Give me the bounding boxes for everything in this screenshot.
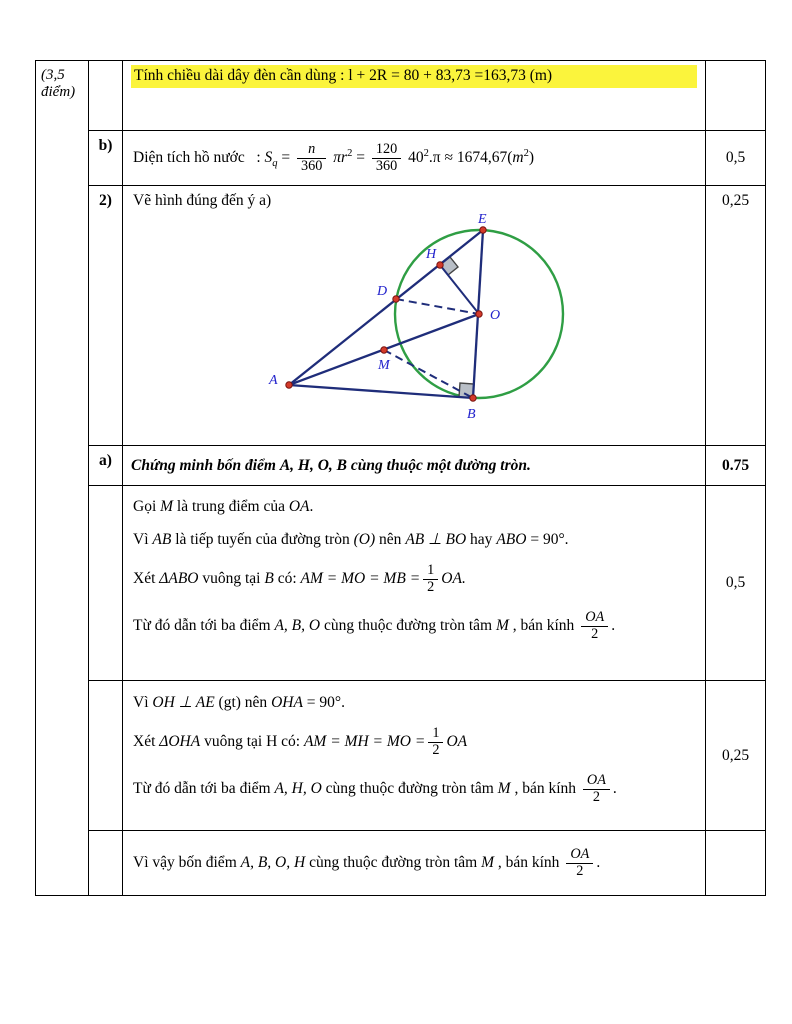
text-frag: Vì [133, 694, 153, 711]
math-frag: ΔABO [159, 570, 199, 588]
cell-score-drawing: 0,25 [706, 186, 766, 446]
point-O [476, 311, 482, 317]
text-frag: Vì vậy bốn điểm [133, 854, 241, 872]
point-D [393, 296, 399, 302]
point-M [381, 347, 387, 353]
item-label-2: 2) [89, 186, 123, 446]
proof-line [133, 530, 697, 549]
label-M: M [378, 358, 390, 373]
segment-MB-dashed [384, 350, 473, 398]
text-frag: nên [375, 531, 406, 548]
cell-score-b: 0,5 [706, 131, 766, 186]
cell-score-r1 [706, 61, 766, 131]
math-frag: AB [152, 531, 172, 548]
proof-line [133, 726, 697, 759]
segment-DO-dashed [396, 299, 479, 314]
fraction [566, 847, 593, 880]
cell-score-proof-1: 0,5 [706, 486, 766, 681]
fraction-denominator: 360 [375, 157, 398, 174]
text-frag: , bán kính [508, 616, 579, 634]
label-H: H [426, 247, 437, 262]
fraction [372, 142, 401, 175]
text-frag: vuông tại [198, 570, 265, 588]
math-frag: S [264, 148, 273, 166]
text-frag: Xét [133, 733, 160, 751]
cell-points [36, 61, 89, 896]
math-sup: 2 [523, 147, 529, 159]
cell-label-r6 [89, 681, 123, 831]
fraction-numerator: 120 [372, 142, 401, 159]
fraction-numerator: 1 [428, 726, 443, 743]
math-frag: ) [528, 148, 535, 166]
math-frag: A, H, O [274, 779, 322, 797]
statement-tail: cùng thuộc một đường tròn. [350, 456, 531, 474]
fraction-denominator: 2 [432, 741, 440, 758]
row-proof-1 [36, 486, 766, 681]
text-frag: cùng thuộc đường tròn tâm [305, 854, 482, 872]
math-frag: A, B, O, H [240, 854, 306, 872]
text-frag: có: [273, 570, 301, 588]
math-frag: 40 [408, 148, 424, 166]
cell-statement-a [123, 446, 706, 486]
cell-label-r1 [89, 61, 123, 131]
rubric-table [35, 60, 766, 896]
text-frag: là tiếp tuyến của đường tròn [171, 531, 354, 548]
text-frag: Diện tích hồ nước : [133, 148, 261, 166]
math-frag: M [497, 779, 511, 797]
text-frag: = 90°. [526, 531, 569, 548]
geometry-figure [251, 212, 651, 428]
fraction [297, 142, 326, 175]
text-frag: là trung điểm của [173, 498, 289, 515]
math-frag: AM = MO = MB = [300, 570, 421, 588]
point-A [286, 382, 292, 388]
label-D: D [377, 284, 388, 299]
segment-HO [440, 265, 479, 314]
cell-content-drawing [123, 186, 706, 446]
fraction [583, 773, 610, 806]
text-frag: Từ đó dẫn tới ba điểm [133, 616, 275, 634]
math-frag: AM = MH = MO = [303, 733, 426, 751]
label-A: A [269, 373, 278, 388]
proof-line [133, 773, 697, 806]
label-O: O [490, 308, 501, 323]
text-frag: Vì [133, 531, 153, 548]
math-frag: .π ≈ 1674,67( [428, 148, 513, 166]
cell-proof-1 [123, 486, 706, 681]
text-frag: Gọi [133, 498, 161, 515]
fraction-denominator: 2 [591, 625, 599, 642]
fraction-denominator: 2 [576, 862, 584, 879]
fraction-numerator: n [297, 142, 326, 159]
math-frag: ABO [496, 531, 527, 548]
text-frag: = 90°. [302, 694, 345, 711]
row-statement-a [36, 446, 766, 486]
conclusion-line [133, 847, 697, 880]
math-frag: (O) [353, 531, 376, 548]
highlighted-formula: Tính chiều dài dây đèn cần dùng : l + 2R = 80 + 83,73 =163,73 (m) [131, 65, 697, 88]
text-frag: , bán kính [510, 779, 580, 797]
item-label-b: b) [89, 131, 123, 186]
math-sup: 2 [347, 147, 353, 159]
points-line1: (3,5 [41, 67, 65, 83]
proof-line [133, 563, 697, 596]
cell-score-proof-2: 0,25 [706, 681, 766, 831]
fraction-denominator: 2 [427, 578, 435, 595]
fraction-numerator: OA [566, 847, 593, 864]
row-drawing [36, 186, 766, 446]
label-B: B [467, 407, 476, 422]
drawing-instruction: Vẽ hình đúng đến ý a) [133, 192, 272, 209]
math-frag: OA [288, 498, 310, 515]
text-frag: vuông tại H có: [200, 733, 304, 751]
cell-proof-2 [123, 681, 706, 831]
cell-score-a: 0.75 [706, 446, 766, 486]
text-frag: cùng thuộc đường tròn tâm [321, 779, 498, 797]
text-frag: . [612, 779, 617, 797]
statement-lead: Chứng minh bốn điểm [131, 456, 276, 474]
text-frag: . [611, 616, 616, 634]
math-frag: AB ⊥ BO [405, 531, 467, 548]
math-frag: πr [333, 148, 348, 166]
text-frag: . [309, 498, 314, 515]
row-conclusion [36, 831, 766, 896]
text-frag: (gt) nên [214, 694, 272, 711]
row-highlight [36, 61, 766, 131]
point-H [437, 262, 443, 268]
math-frag: B [264, 570, 274, 588]
point-B [470, 395, 476, 401]
point-E [480, 227, 486, 233]
cell-conclusion [123, 831, 706, 896]
math-frag: = [356, 148, 365, 166]
math-frag: A, B, O [274, 616, 321, 634]
fraction [423, 563, 438, 596]
proof-line [133, 610, 697, 643]
text-frag: , bán kính [494, 854, 564, 872]
proof-line [133, 498, 697, 516]
math-frag: OA [446, 733, 468, 751]
text-frag: cùng thuộc đường tròn tâm [320, 616, 496, 634]
math-frag: OA. [441, 570, 466, 588]
math-frag: m [512, 148, 524, 166]
row-b [36, 131, 766, 186]
fraction-numerator: OA [583, 773, 610, 790]
math-frag: M [495, 616, 509, 634]
text-frag: . [596, 854, 601, 872]
math-frag: OHA [271, 694, 303, 711]
cell-content-b [123, 131, 706, 186]
math-frag: = [281, 148, 291, 166]
item-label-a: a) [89, 446, 123, 486]
fraction-numerator: OA [581, 610, 608, 627]
fraction-denominator: 360 [301, 157, 323, 174]
statement-math: A, H, O, B [279, 456, 348, 474]
fraction [428, 726, 443, 759]
cell-content-r1 [123, 61, 706, 131]
cell-label-r7 [89, 831, 123, 896]
cell-score-r7 [706, 831, 766, 896]
points-line2: điểm) [41, 84, 76, 100]
row-proof-2 [36, 681, 766, 831]
fraction [581, 610, 608, 643]
math-frag: M [160, 498, 174, 515]
fraction-numerator: 1 [423, 563, 438, 580]
text-frag: Từ đó dẫn tới ba điểm [133, 779, 275, 797]
label-E: E [478, 212, 487, 227]
text-frag: Xét [133, 570, 160, 588]
math-frag: ΔOHA [159, 733, 201, 751]
text-frag: hay [466, 531, 497, 548]
math-frag: M [481, 854, 494, 872]
math-sup: 2 [423, 147, 429, 159]
math-sub: q [272, 157, 278, 169]
fraction-denominator: 2 [592, 788, 600, 805]
proof-line [133, 693, 697, 712]
math-frag: OH ⊥ AE [152, 694, 215, 711]
cell-label-r5 [89, 486, 123, 681]
